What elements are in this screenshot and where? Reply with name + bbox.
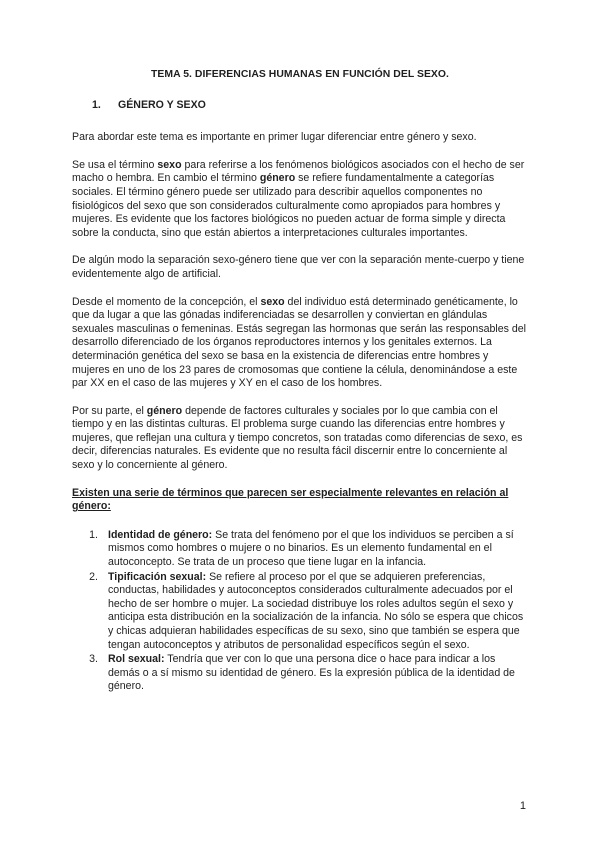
list-item-text: Se refiere al proceso por el que se adquieren preferencias, conductas, habilidades y autoconceptos considerados culturalmente adecuados por el hecho de ser hombre o mujer. La sociedad distribuye los roles adultos según el sexo y anticipa esta distribución en la socialización de la infancia. No sólo se espera que chicos y chicas adquieran habilidades específicas de su sexo, sino que también se espera que tengan autoconceptos y atributos de personalidad específicos según el sexo. bbox=[108, 570, 524, 651]
list-item-content bbox=[108, 529, 528, 570]
list-item-number: 2. bbox=[89, 570, 98, 583]
paragraph-sexo-genetico bbox=[72, 296, 528, 391]
list-item-content bbox=[108, 653, 528, 694]
paragraph-mente-cuerpo: De algún modo la separación sexo-género tiene que ver con la separación mente-cuerpo y tiene evidentemente algo de artificial. bbox=[72, 254, 525, 280]
text-run: depende de factores culturales y sociales por lo que cambia con el tiempo y en las distintas culturas. El problema surge cuando las diferencias entre hombres y mujeres, que reflejan una cultura y tiempo concretos, son tratadas como diferencias de sexo, es decir, diferencias naturales. Es evidente que no resulta fácil discernir entre lo concerniente al sexo y lo concerniente al género. bbox=[72, 404, 523, 472]
list-item bbox=[72, 529, 528, 570]
list-item bbox=[72, 653, 528, 694]
list-item-text: Tendría que ver con lo que una persona dice o hace para indicar a los demás o a sí mismo su identidad de género. Es la expresión pública de la identidad de género. bbox=[108, 653, 515, 693]
list-item-term: Identidad de género: bbox=[108, 528, 213, 541]
section-label: GÉNERO Y SEXO bbox=[118, 98, 206, 111]
bold-term-sexo: sexo bbox=[260, 295, 285, 308]
section-heading bbox=[92, 99, 528, 113]
list-item-number: 3. bbox=[89, 653, 98, 666]
bold-term-sexo: sexo bbox=[157, 158, 182, 171]
text-run: Se usa el término bbox=[72, 158, 158, 171]
section-number: 1. bbox=[92, 98, 101, 111]
list-item-term: Tipificación sexual: bbox=[108, 570, 207, 583]
terms-list-heading: Existen una serie de términos que parecen ser especialmente relevantes en relación al género: bbox=[72, 486, 509, 513]
document-title: TEMA 5. DIFERENCIAS HUMANAS EN FUNCIÓN DEL SEXO. bbox=[151, 69, 449, 80]
text-run: del individuo está determinado genéticamente, lo que da lugar a que las gónadas indiferenciadas se desarrollen y conviertan en glándulas sexuales masculinas o femeninas. Estás segregan las hormonas que serán las responsables del desarrollo diferenciado de los órganos reproductores internos y los genitales externos. La determinación genética del sexo se basa en la existencia de diferencias entre hombres y mujeres en uno de los 23 pares de cromosomas que contiene la célula, denominándose a este par XX en el caso de las mujeres y XY en el caso de los hombres. bbox=[72, 295, 527, 390]
list-item bbox=[72, 571, 528, 653]
bold-term-genero: género bbox=[259, 172, 296, 185]
text-run: Desde el momento de la concepción, el bbox=[72, 295, 261, 308]
paragraph-intro: Para abordar este tema es importante en primer lugar diferenciar entre género y sexo. bbox=[72, 131, 477, 144]
list-item-text: Se trata del fenómeno por el que los individuos se perciben a sí mismos como hombres o mujere o no binarios. Es un elemento fundamental en el autoconcepto. Se trata de un proceso que tiene lugar en la infancia. bbox=[108, 528, 514, 569]
list-item-term: Rol sexual: bbox=[108, 653, 165, 666]
text-run: Por su parte, el bbox=[72, 404, 147, 417]
text-run: para referirse a los fenómenos biológicos asociados con el hecho de ser macho o hembra. En cambio el término bbox=[72, 158, 525, 185]
page-number: 1 bbox=[519, 800, 526, 812]
list-item-content bbox=[108, 571, 528, 653]
bold-term-genero: género bbox=[146, 404, 183, 417]
text-run: se refiere fundamentalmente a categorías sociales. El término género puede ser utilizado para describir aquellos componentes no fisiológicos del sexo que son considerados culturalmente como apropiados para hombres y mujeres. Es evidente que los factores biológicos no pueden actuar de forma simple y directa sobre la conducta, sino que están abiertos a interpretaciones culturales importantes. bbox=[72, 172, 506, 239]
paragraph-sexo-genero bbox=[72, 159, 528, 241]
terms-list bbox=[72, 529, 528, 694]
list-item-number: 1. bbox=[89, 528, 98, 541]
paragraph-genero-cultural bbox=[72, 405, 528, 473]
